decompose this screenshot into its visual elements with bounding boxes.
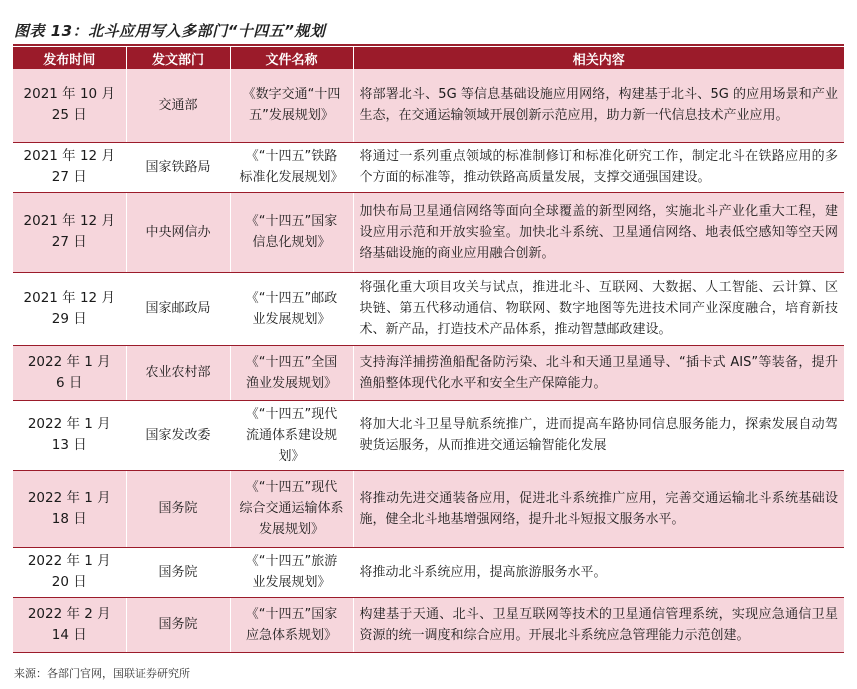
cell-time: [13, 69, 126, 142]
doc-text: 《“十四五”全国: [245, 354, 338, 370]
header-doc: 文件名称: [230, 47, 353, 69]
cell-dept: 国务院: [126, 597, 230, 652]
cell-dept: 国家铁路局: [126, 142, 230, 192]
cell-dept: 国家发改委: [126, 400, 230, 470]
header-content: 相关内容: [353, 47, 844, 69]
doc-text: 应急体系规划》: [245, 627, 337, 643]
cell-doc: [230, 470, 353, 547]
figure-title: 图表 13：北斗应用写入多部门“十四五”规划: [14, 22, 326, 40]
cell-doc: [230, 547, 353, 597]
time-text: 29 日: [51, 310, 87, 327]
time-text: 14 日: [51, 626, 87, 643]
table-header-row: [13, 47, 844, 69]
doc-text: 《“十四五”铁路: [245, 149, 338, 164]
table-row: [13, 192, 844, 272]
time-text: 2021 年 12 月: [23, 289, 115, 306]
title-rule: [13, 44, 844, 46]
table-row: [13, 400, 844, 470]
time-text: 2021 年 10 月: [23, 86, 115, 103]
time-text: 2021 年 12 月: [23, 148, 115, 164]
cell-dept: 国家邮政局: [126, 272, 230, 345]
cell-content: 将强化重大项目攻关与试点，推进北斗、互联网、大数据、人工智能、云计算、区块链、第五代移动通信、物联网、数字地图等先进技术同产业深度融合，培育新技术、新产品，打造技术产品体系，推动智慧邮政建设。: [353, 272, 844, 345]
cell-time: [13, 192, 126, 272]
doc-text: 《“十四五”现代: [245, 480, 338, 495]
table-row: [13, 597, 844, 652]
cell-time: [13, 272, 126, 345]
time-text: 6 日: [56, 374, 83, 391]
time-text: 27 日: [51, 234, 87, 250]
doc-text: 《数字交通“十四: [242, 87, 341, 103]
doc-text: 发展规划》: [258, 522, 324, 537]
doc-text: 五”发展规划》: [249, 108, 334, 124]
cell-doc: [230, 272, 353, 345]
header-time: 发布时间: [13, 47, 126, 69]
time-text: 20 日: [51, 574, 87, 590]
cell-dept: 国务院: [126, 547, 230, 597]
doc-text: 划》: [278, 448, 305, 464]
table-row: [13, 272, 844, 345]
time-text: 18 日: [51, 510, 87, 527]
doc-text: 《“十四五”邮政: [245, 290, 338, 306]
doc-text: 流通体系建设规: [245, 427, 337, 443]
cell-time: [13, 597, 126, 652]
cell-dept: 国务院: [126, 470, 230, 547]
source-note: 来源：各部门官网，国联证券研究所: [14, 667, 190, 680]
table-row: [13, 470, 844, 547]
policy-table: [13, 47, 844, 653]
time-text: 2021 年 12 月: [23, 213, 115, 229]
cell-content: 将通过一系列重点领域的标准制修订和标准化研究工作，制定北斗在铁路应用的多个方面的标准等，推动铁路高质量发展，支撑交通强国建设。: [353, 142, 844, 192]
time-text: 2022 年 1 月: [27, 553, 111, 569]
doc-text: 业发展规划》: [252, 311, 331, 327]
time-text: 27 日: [51, 169, 87, 185]
cell-content: 将推动北斗系统应用，提高旅游服务水平。: [353, 547, 844, 597]
cell-time: [13, 142, 126, 192]
table-row: [13, 547, 844, 597]
cell-content: 将部署北斗、5G 等信息基础设施应用网络，构建基于北斗、5G 的应用场景和产业生态，在交通运输领域开展创新示范应用，助力新一代信息技术产业应用。: [353, 69, 844, 142]
cell-doc: [230, 597, 353, 652]
time-text: 13 日: [51, 437, 87, 453]
cell-time: [13, 345, 126, 400]
doc-text: 综合交通运输体系: [239, 501, 344, 516]
cell-time: [13, 470, 126, 547]
table-row: [13, 69, 844, 142]
table-row: [13, 142, 844, 192]
cell-doc: [230, 69, 353, 142]
time-text: 2022 年 2 月: [27, 605, 111, 622]
doc-text: 《“十四五”旅游: [245, 554, 338, 569]
cell-doc: [230, 192, 353, 272]
cell-dept: 交通部: [126, 69, 230, 142]
doc-text: 《“十四五”国家: [245, 214, 338, 229]
cell-content: 加快布局卫星通信网络等面向全球覆盖的新型网络，实施北斗产业化重大工程，建设应用示范和开放实验室。加快北斗系统、卫星通信网络、地表低空感知等空天网络基础设施的商业应用融合创新。: [353, 192, 844, 272]
cell-content: 构建基于天通、北斗、卫星互联网等技术的卫星通信管理系统，实现应急通信卫星资源的统一调度和综合应用。开展北斗系统应急管理能力示范创建。: [353, 597, 844, 652]
table-row: [13, 345, 844, 400]
doc-text: 业发展规划》: [252, 575, 331, 590]
doc-text: 渔业发展规划》: [245, 375, 337, 391]
cell-dept: 农业农村部: [126, 345, 230, 400]
header-dept: 发文部门: [126, 47, 230, 69]
time-text: 2022 年 1 月: [27, 489, 111, 506]
cell-content: 支持海洋捕捞渔船配备防污染、北斗和天通卫星通导、“插卡式 AIS”等装备，提升渔船整体现代化水平和安全生产保障能力。: [353, 345, 844, 400]
doc-text: 《“十四五”国家: [245, 606, 338, 622]
cell-dept: 中央网信办: [126, 192, 230, 272]
cell-doc: [230, 345, 353, 400]
cell-time: [13, 547, 126, 597]
cell-content: 将加大北斗卫星导航系统推广，进而提高车路协同信息服务能力，探索发展自动驾驶货运服务，从而推进交通运输智能化发展: [353, 400, 844, 470]
time-text: 2022 年 1 月: [27, 416, 111, 432]
time-text: 25 日: [51, 107, 87, 124]
doc-text: 《“十四五”现代: [245, 406, 338, 422]
cell-content: 将推动先进交通装备应用，促进北斗系统推广应用，完善交通运输北斗系统基础设施，健全北斗地基增强网络，提升北斗短报文服务水平。: [353, 470, 844, 547]
cell-doc: [230, 142, 353, 192]
cell-doc: [230, 400, 353, 470]
doc-text: 标准化发展规划》: [239, 170, 344, 185]
time-text: 2022 年 1 月: [27, 353, 111, 370]
cell-time: [13, 400, 126, 470]
doc-text: 信息化规划》: [252, 235, 331, 250]
